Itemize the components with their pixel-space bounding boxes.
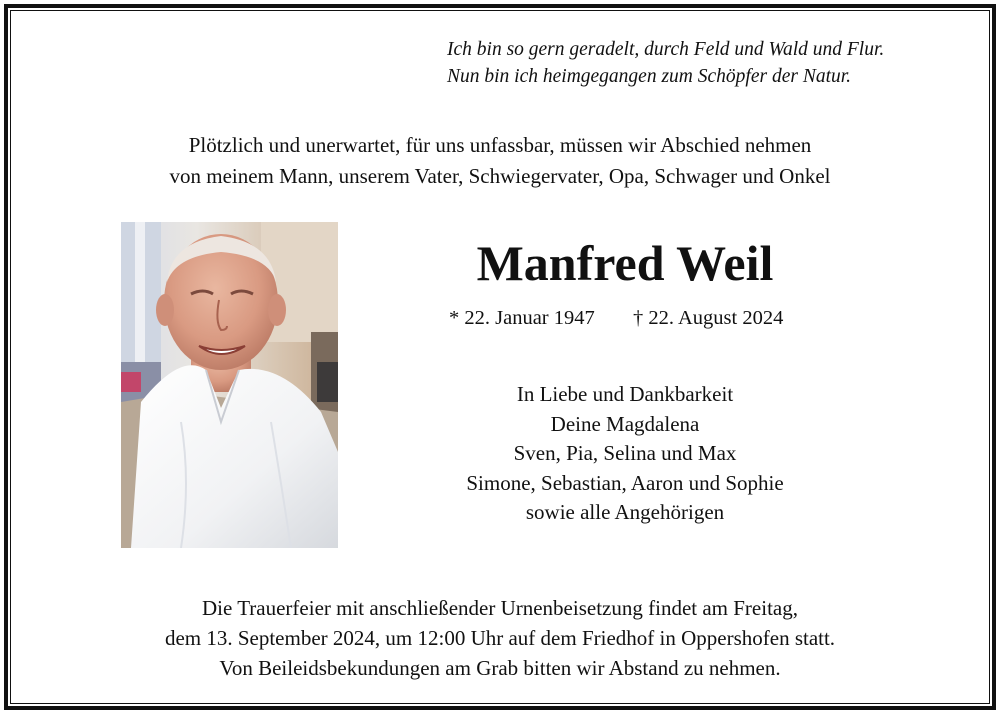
ceremony-notice (40, 593, 960, 683)
poem-line: Ich bin so gern geradelt, durch Feld und Wald und Flur. (447, 39, 885, 60)
intro-text (60, 130, 940, 192)
mourner-line: sowie alle Angehörigen (525, 500, 725, 524)
mourner-line: In Liebe und Dankbarkeit (516, 382, 734, 406)
mourners-list (400, 380, 850, 528)
mourner-line: Simone, Sebastian, Aaron und Sophie (466, 470, 784, 495)
mourner-line: Deine Magdalena (550, 411, 700, 436)
ceremony-line: Von Beileidsbekundungen am Grab bitten wir Abstand zu nehmen. (219, 656, 781, 680)
poem (447, 36, 987, 90)
ceremony-line: Die Trauerfeier mit anschließender Urnenbeisetzung findet am Freitag, (202, 596, 798, 620)
death-date: † 22. August 2024 (633, 307, 784, 329)
intro-line: von meinem Mann, unserem Vater, Schwiegervater, Opa, Schwager und Onkel (169, 164, 831, 188)
intro-line: Plötzlich und unerwartet, für uns unfassbar, müssen wir Abschied nehmen (188, 133, 812, 157)
mourner-line: Sven, Pia, Selina und Max (513, 441, 737, 465)
poem-line: Nun bin ich heimgegangen zum Schöpfer der Natur. (447, 66, 852, 87)
ceremony-line: dem 13. September 2024, um 12:00 Uhr auf dem Friedhof in Oppershofen statt. (164, 626, 836, 650)
birth-date: * 22. Januar 1947 (449, 307, 595, 329)
deceased-name: Manfred Weil (476, 235, 774, 291)
portrait-photo (121, 222, 338, 548)
